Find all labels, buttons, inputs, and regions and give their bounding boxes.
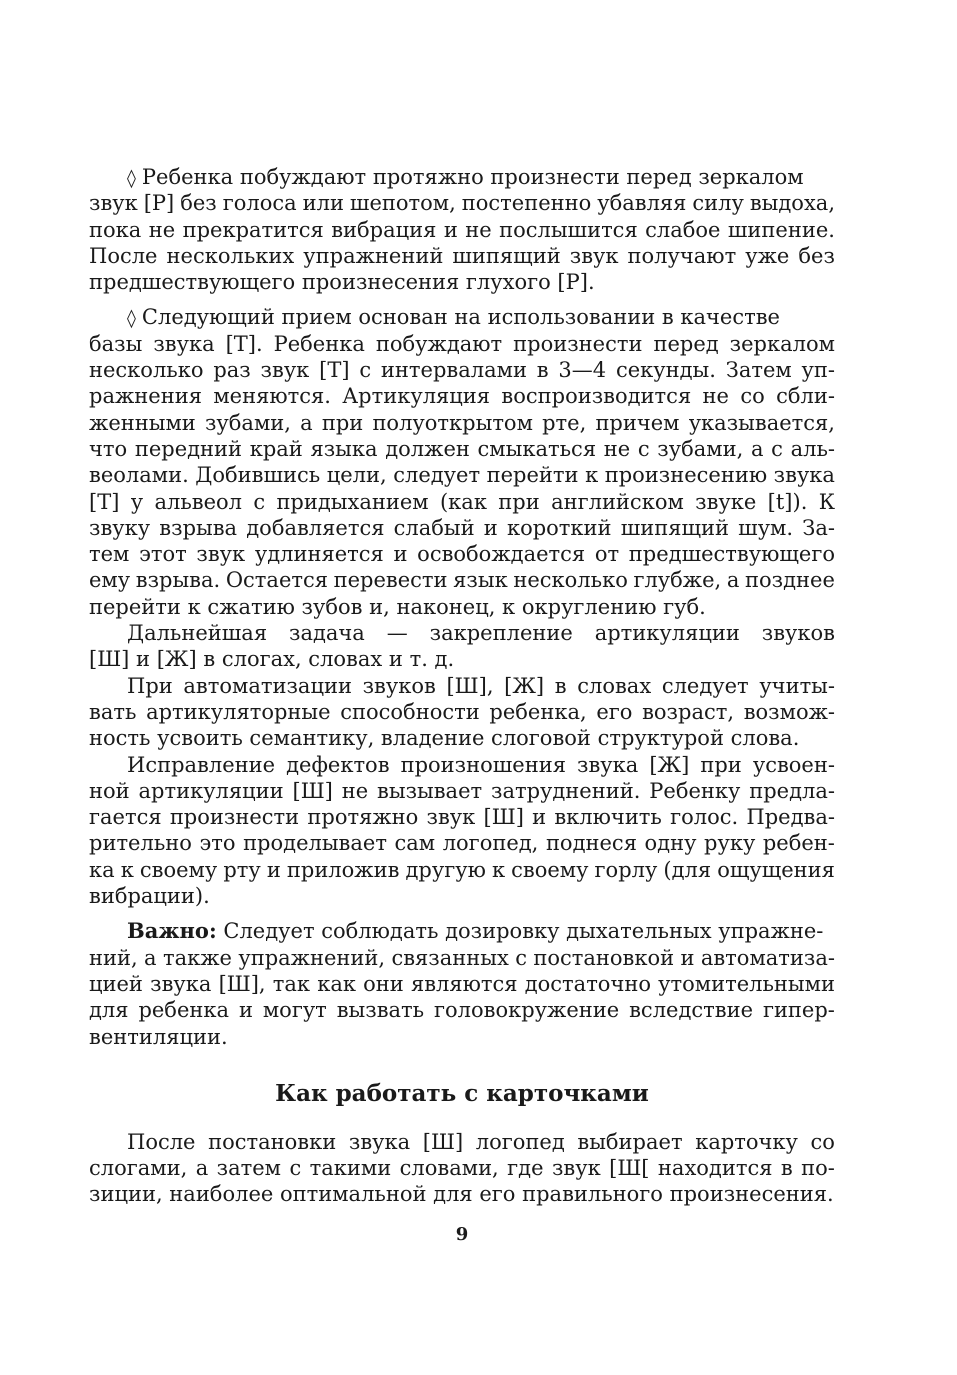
text-line: После постановки звука [Ш] логопед выбирает карточку со [127, 1129, 835, 1154]
text-line: После нескольких упражнений шипящий звук получают уже без [89, 243, 835, 268]
text-line: базы звука [Т]. Ребенка побуждают произнести перед зеркалом [89, 331, 835, 356]
text-line: звуку взрыва добавляется слабый и короткий шипящий шум. За- [89, 515, 835, 540]
text-line: слогами, а затем с такими словами, где звук [Ш[ находится в по- [89, 1156, 835, 1181]
text-line: цией звука [Ш], так как они являются достаточно утомительными [89, 971, 835, 996]
text-line: ◊ Следующий прием основан на использовании в качестве [127, 305, 780, 330]
text-line: перейти к сжатию зубов и, наконец, к округлению губ. [89, 594, 706, 619]
text-line: ной артикуляции [Ш] не вызывает затруднений. Ребенку предла- [89, 778, 835, 803]
text-line: для ребенка и могут вызвать головокружение вследствие гипер- [89, 998, 835, 1023]
text-line: ка к своему рту и приложив другую к своему горлу (для ощущения [89, 857, 835, 882]
text-line: пока не прекратится вибрация и не послышится слабое шипение. [89, 217, 835, 242]
important-note [89, 918, 835, 1049]
text-line: несколько раз звук [Т] с интервалами в 3—4 секунды. Затем уп- [89, 358, 835, 383]
diamond-bullet-icon: ◊ [127, 308, 136, 330]
page-number: 9 [455, 1223, 469, 1245]
text-line: Важно: Следует соблюдать дозировку дыхательных упражне- [127, 918, 824, 944]
text-line: ражнения меняются. Артикуляция воспроизводится не со сбли- [89, 384, 835, 409]
text-line: тем этот звук удлиняется и освобождается от предшествующего [89, 542, 835, 567]
text-line: [Ш] и [Ж] в слогах, словах и т. д. [89, 647, 455, 672]
paragraph-5 [89, 752, 835, 910]
document-page [89, 164, 835, 1248]
text-line: При автоматизации звуков [Ш], [Ж] в словах следует учиты- [127, 673, 835, 698]
diamond-bullet-icon: ◊ [127, 168, 136, 189]
text-line: звук [Р] без голоса или шепотом, постепенно убавляя силу выдоха, [89, 191, 835, 216]
paragraph-1 [89, 164, 835, 295]
text-line: ◊ Ребенка побуждают протяжно произнести перед зеркалом [127, 165, 804, 189]
text-line: ний, а также упражнений, связанных с постановкой и автоматиза- [89, 945, 835, 970]
text-line: вать артикуляторные способности ребенка, его возраст, возмож- [89, 699, 835, 724]
text-line: предшествующего произнесения глухого [Р]. [89, 270, 595, 295]
paragraph-2 [89, 304, 835, 620]
text-line: Дальнейшая задача — закрепление артикуляции звуков [127, 621, 835, 646]
text-line: [Т] у альвеол с придыханием (как при английском звуке [t]). К [89, 489, 835, 514]
text-line: ему взрыва. Остается перевести язык несколько глубже, а позднее [89, 568, 835, 593]
important-label: Важно: [127, 918, 217, 944]
text-line: веолами. Добившись цели, следует перейти к произнесению звука [89, 463, 835, 488]
text-line: зиции, наиболее оптимальной для его правильного произнесения. [89, 1182, 834, 1207]
text-line: Исправление дефектов произношения звука [Ж] при усвоен- [127, 752, 835, 777]
paragraph-4 [89, 673, 835, 752]
text-line: вибрации). [89, 884, 210, 909]
text-line: рительно это проделывает сам логопед, поднеся одну руку ребен- [89, 831, 835, 856]
paragraph-7 [89, 1129, 835, 1208]
text-line: гается произнести протяжно звук [Ш] и включить голос. Предва- [89, 805, 835, 830]
text-line: женными зубами, а при полуоткрытом рте, причем указывается, [89, 410, 835, 435]
text-line: ность усвоить семантику, владение слоговой структурой слова. [89, 726, 800, 751]
text-line: вентиляции. [89, 1024, 228, 1049]
text-line: что передний край языка должен смыкаться не с зубами, а с аль- [89, 436, 835, 461]
section-heading: Как работать с карточками [275, 1079, 649, 1107]
paragraph-3 [89, 620, 835, 673]
